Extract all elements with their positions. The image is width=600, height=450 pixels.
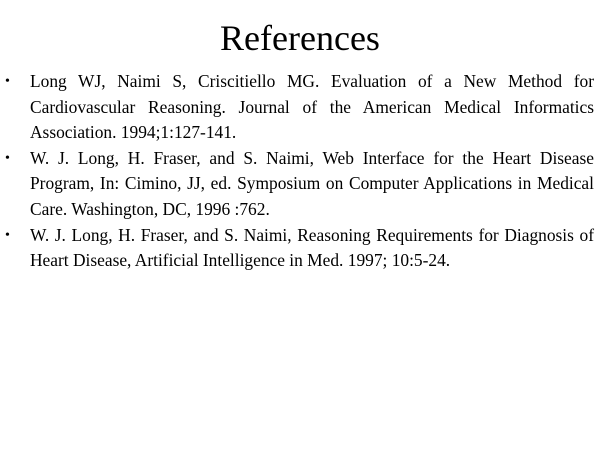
reference-text: W. J. Long, H. Fraser, and S. Naimi, Reasoning Requirements for Diagnosis of Heart Disease, Artificial Intelligence in Med. 1997; 10:5-24. xyxy=(30,224,594,271)
slide-title: References xyxy=(220,18,380,58)
reference-item xyxy=(0,146,600,223)
bullet-icon: • xyxy=(5,150,10,166)
bullet-icon: • xyxy=(5,74,10,89)
reference-text: Long WJ, Naimi S, Criscitiello MG. Evaluation of a New Method for Cardiovascular Reasoning. Journal of the American Medical Informatics Association. 1994;1:127-141. xyxy=(30,71,594,143)
reference-item xyxy=(0,223,600,274)
bullet-icon: • xyxy=(5,227,10,243)
reference-list xyxy=(0,69,600,274)
reference-text: W. J. Long, H. Fraser, and S. Naimi, Web Interface for the Heart Disease Program, In: Cimino, JJ, ed. Symposium on Computer Applications in Medical Care. Washington, DC, 1996 :762. xyxy=(30,147,594,219)
reference-item xyxy=(0,69,600,146)
